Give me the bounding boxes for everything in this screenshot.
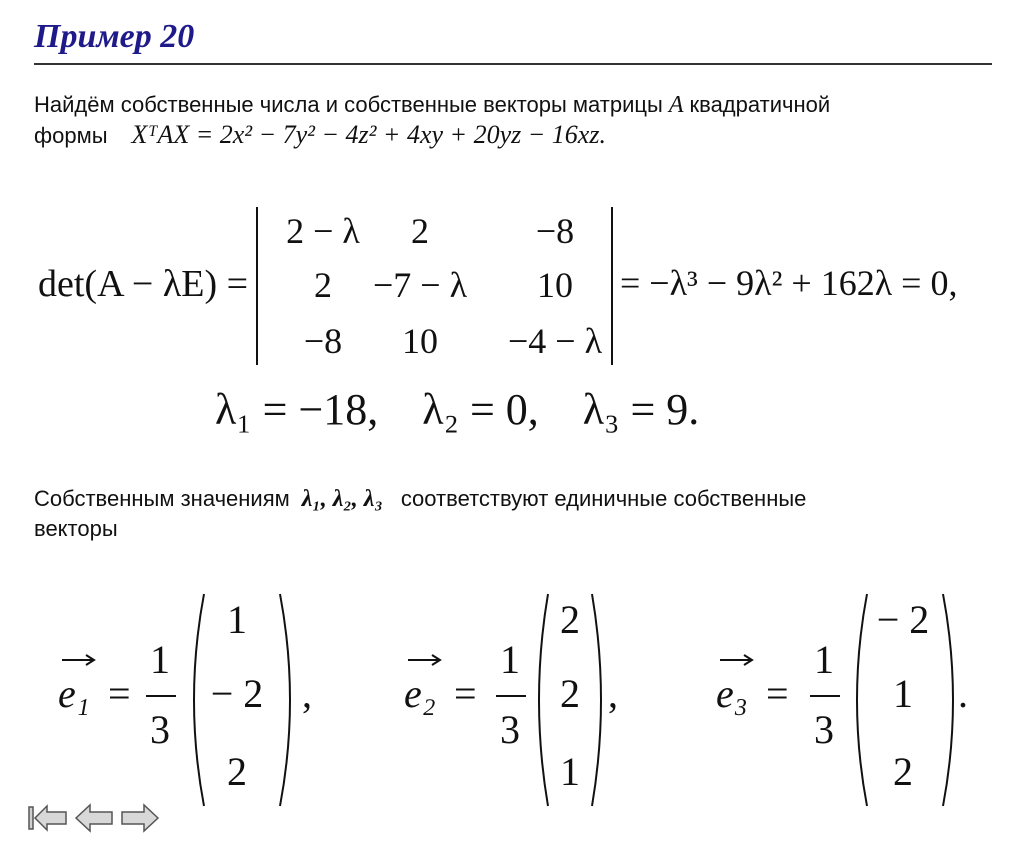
- lambdas-list: λ₁, λ₂, λ₃: [301, 486, 383, 512]
- component-1: 1: [227, 597, 247, 642]
- det-cell-3-2: 10: [402, 321, 438, 361]
- det-cell-2-3: 10: [537, 265, 573, 305]
- det-cell-3-1: −8: [303, 321, 343, 361]
- second-line2: векторы: [34, 516, 118, 541]
- punctuation: .: [958, 671, 968, 716]
- quadratic-form: XᵀAX = 2x² − 7y² − 4z² + 4xy + 20yz − 16xz.: [131, 120, 606, 149]
- slide-title: Пример 20: [34, 18, 195, 55]
- det-cell-1-2: 2: [411, 211, 429, 251]
- intro-text-before: Найдём собственные числа и собственные векторы матрицы: [34, 92, 663, 117]
- component-3: 1: [560, 749, 580, 794]
- vector-name: e₂: [404, 671, 436, 716]
- vector-name: e₁: [58, 671, 90, 716]
- coef-denominator: 3: [814, 707, 834, 752]
- vector-arrow-icon: [408, 654, 444, 666]
- coef-denominator: 3: [150, 707, 170, 752]
- intro-text-after: квадратичной: [689, 92, 831, 117]
- component-3: 2: [893, 749, 913, 794]
- equals-sign: =: [108, 671, 131, 716]
- punctuation: ,: [302, 671, 312, 716]
- det-cell-1-3: −8: [535, 211, 575, 251]
- det-cell-3-3: −4 − λ: [507, 321, 603, 361]
- intro-line2-label: формы: [34, 123, 108, 148]
- next-slide-icon[interactable]: [120, 803, 160, 833]
- prev-slide-icon[interactable]: [74, 803, 114, 833]
- component-1: − 2: [876, 597, 930, 642]
- first-slide-icon[interactable]: [28, 803, 68, 833]
- det-rhs: = −λ³ − 9λ² + 162λ = 0,: [620, 263, 958, 303]
- second-text-before: Собственным значениям: [34, 486, 290, 511]
- punctuation: ,: [608, 671, 618, 716]
- intro-paragraph: [34, 90, 982, 151]
- det-cell-1-1: 2 − λ: [286, 211, 360, 251]
- coef-denominator: 3: [500, 707, 520, 752]
- matrix-symbol: A: [668, 92, 684, 118]
- title-divider: [34, 63, 992, 65]
- vector-arrow-icon: [62, 654, 98, 666]
- vector-arrow-icon: [720, 654, 756, 666]
- second-paragraph: [34, 484, 982, 544]
- equals-sign: =: [454, 671, 477, 716]
- det-lhs: det(A − λE) =: [38, 263, 249, 305]
- coef-numerator: 1: [814, 637, 834, 682]
- vector-name: e₃: [716, 671, 748, 716]
- coef-numerator: 1: [150, 637, 170, 682]
- second-text-after: соответствуют единичные собственные: [400, 486, 807, 511]
- component-2: 1: [893, 671, 913, 716]
- coef-numerator: 1: [500, 637, 520, 682]
- eigenvalues-line: λ₁ = −18, λ₂ = 0, λ₃ = 9.: [215, 385, 700, 434]
- component-1: 2: [560, 597, 580, 642]
- component-2: − 2: [210, 671, 264, 716]
- det-cell-2-1: 2: [314, 265, 332, 305]
- component-2: 2: [560, 671, 580, 716]
- component-3: 2: [227, 749, 247, 794]
- det-cell-2-2: −7 − λ: [372, 265, 468, 305]
- equals-sign: =: [766, 671, 789, 716]
